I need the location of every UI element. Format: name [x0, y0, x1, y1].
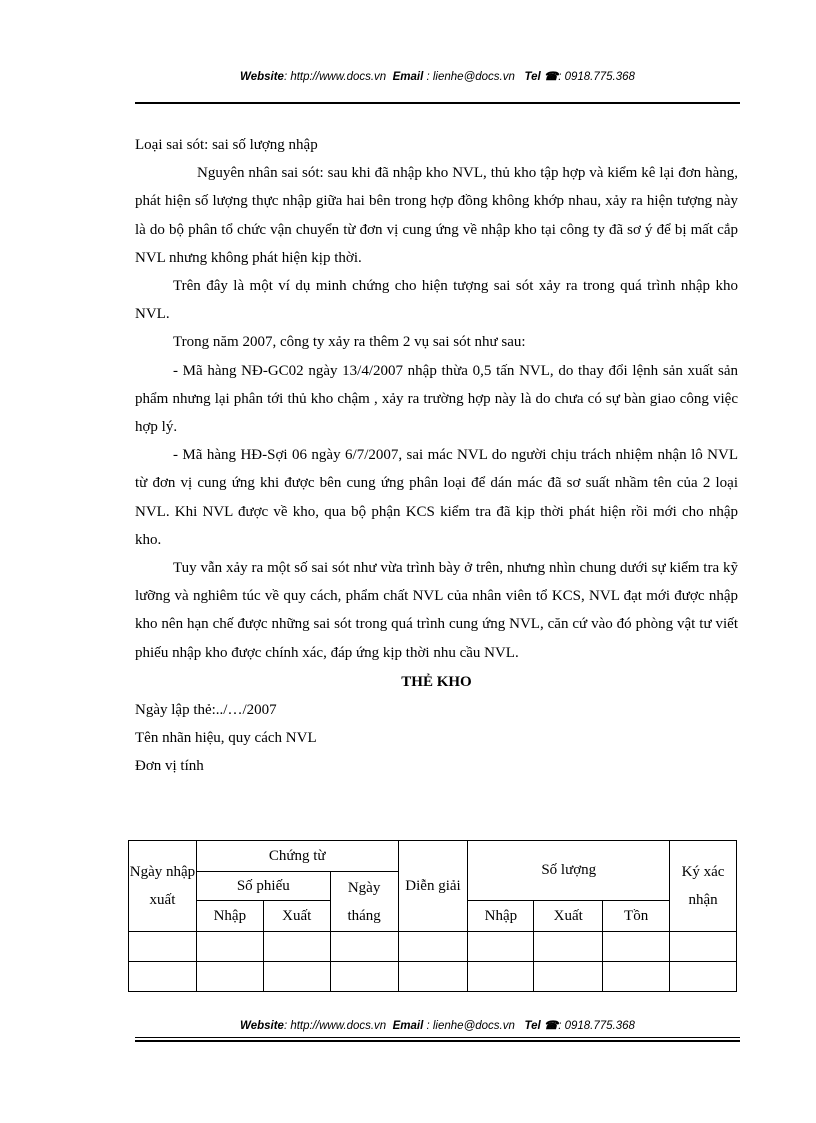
table-cell: [398, 962, 468, 992]
table-cell: [263, 932, 330, 962]
website-value[interactable]: : http://www.docs.vn: [283, 71, 387, 83]
footer-divider-thick: [135, 1040, 740, 1042]
conclusion-paragraph: Tuy vẫn xảy ra một số sai sót như vừa trình bày ở trên, nhưng nhìn chung dưới sự kiểm tra kỹ lưỡng và nghiêm túc về quy cách, phẩm chất NVL của nhân viên tổ KCS, NVL đạt mới được nhập kho nên hạn chế được những sai sót trong quá trình cung ứng NVL, căn cứ vào đó phòng vật tư viết phiếu nhập kho được chính xác, đáp ứng kịp thời nhu cầu NVL.: [135, 560, 738, 661]
table-cell: [129, 962, 197, 992]
col-header-qty-out: Xuất: [534, 901, 603, 932]
card-unit-line: Đơn vị tính: [135, 758, 204, 775]
col-header-date: Ngày nhập xuất: [129, 841, 197, 932]
col-header-qty-stock: Tồn: [603, 901, 670, 932]
card-name-line: Tên nhãn hiệu, quy cách NVL: [135, 730, 317, 747]
table-cell: [196, 962, 263, 992]
col-header-voucher-date: Ngày tháng: [330, 872, 398, 932]
col-header-qty-in: Nhập: [468, 901, 534, 932]
footer-email-label: Email: [392, 1020, 424, 1032]
tel-label: Tel: [524, 71, 541, 83]
footer-website-value[interactable]: : http://www.docs.vn: [283, 1020, 387, 1032]
col-header-quantity: Số lượng: [468, 841, 670, 901]
table-row: [129, 962, 737, 992]
col-header-sign: Ký xác nhận: [670, 841, 737, 932]
table-cell: [263, 962, 330, 992]
col-header-description: Diễn giải: [398, 841, 468, 932]
table-cell: [196, 932, 263, 962]
table-cell: [670, 962, 737, 992]
email-label: Email: [392, 71, 424, 83]
document-body: [135, 131, 738, 781]
phone-icon: ☎: [543, 71, 559, 83]
footer-tel-label: Tel: [524, 1020, 541, 1032]
table-cell: [603, 962, 670, 992]
website-label: Website: [240, 71, 284, 83]
table-cell: [603, 932, 670, 962]
table-cell: [398, 932, 468, 962]
case-2-paragraph: - Mã hàng HĐ-Sợi 06 ngày 6/7/2007, sai mác NVL do người chịu trách nhiệm nhận lô NVL từ đơn vị cung ứng khi được bên cung ứng phân loại để dán mác đã sơ suất nhầm tên của 2 loại NVL. Khi NVL được về kho, qua bộ phận KCS kiểm tra đã kịp thời phát hiện rồi mới cho nhập kho.: [135, 447, 738, 548]
table-cell: [468, 962, 534, 992]
footer-tel-value: : 0918.775.368: [558, 1020, 635, 1032]
example-paragraph: Trên đây là một ví dụ minh chứng cho hiện tượng sai sót xảy ra trong quá trình nhập kho NVL.: [135, 278, 738, 323]
error-type-line: Loại sai sót: sai số lượng nhập: [135, 137, 318, 153]
page-footer: [135, 1018, 740, 1032]
card-date-line: Ngày lập thẻ:../…/2007: [135, 702, 277, 719]
stock-card-title: THẺ KHO: [401, 673, 472, 690]
table-cell: [670, 932, 737, 962]
tel-value: : 0918.775.368: [558, 71, 635, 83]
col-header-voucher: Chứng từ: [196, 841, 398, 872]
table-cell: [468, 932, 534, 962]
email-value[interactable]: : lienhe@docs.vn: [426, 71, 515, 83]
footer-phone-icon: ☎: [543, 1020, 559, 1032]
table-cell: [534, 962, 603, 992]
footer-email-value[interactable]: : lienhe@docs.vn: [426, 1020, 515, 1032]
case-1-paragraph: - Mã hàng NĐ-GC02 ngày 13/4/2007 nhập thừa 0,5 tấn NVL, do thay đổi lệnh sản xuất sản phẩm nhưng lại phân tới thủ kho chậm , xảy ra trường hợp này là do chưa có sự bàn giao công việc hợp lý.: [135, 362, 738, 436]
header-divider: [135, 102, 740, 104]
table-cell: [330, 962, 398, 992]
col-header-voucher-no: Số phiếu: [196, 872, 330, 901]
table-cell: [129, 932, 197, 962]
stock-card-table: [128, 840, 737, 992]
cause-paragraph: Nguyên nhân sai sót: sau khi đã nhập kho NVL, thủ kho tập hợp và kiểm kê lại đơn hàng, phát hiện số lượng thực nhập giữa hai bên trong hợp đồng không khớp nhau, xảy ra hiện tượng này là do bộ phân tổ chức vận chuyển từ đơn vị cung ứng về nhập kho tại công ty đã sơ ý để bị mất cắp NVL nhưng không phát hiện kịp thời.: [135, 165, 738, 266]
table-row: [129, 932, 737, 962]
table-cell: [330, 932, 398, 962]
col-header-voucher-out: Xuất: [263, 901, 330, 932]
footer-website-label: Website: [240, 1020, 284, 1032]
footer-divider-thin: [135, 1037, 740, 1038]
table-cell: [534, 932, 603, 962]
col-header-voucher-in: Nhập: [196, 901, 263, 932]
year-summary-paragraph: Trong năm 2007, công ty xảy ra thêm 2 vụ sai sót như sau:: [173, 334, 526, 351]
page-header: [135, 69, 740, 83]
